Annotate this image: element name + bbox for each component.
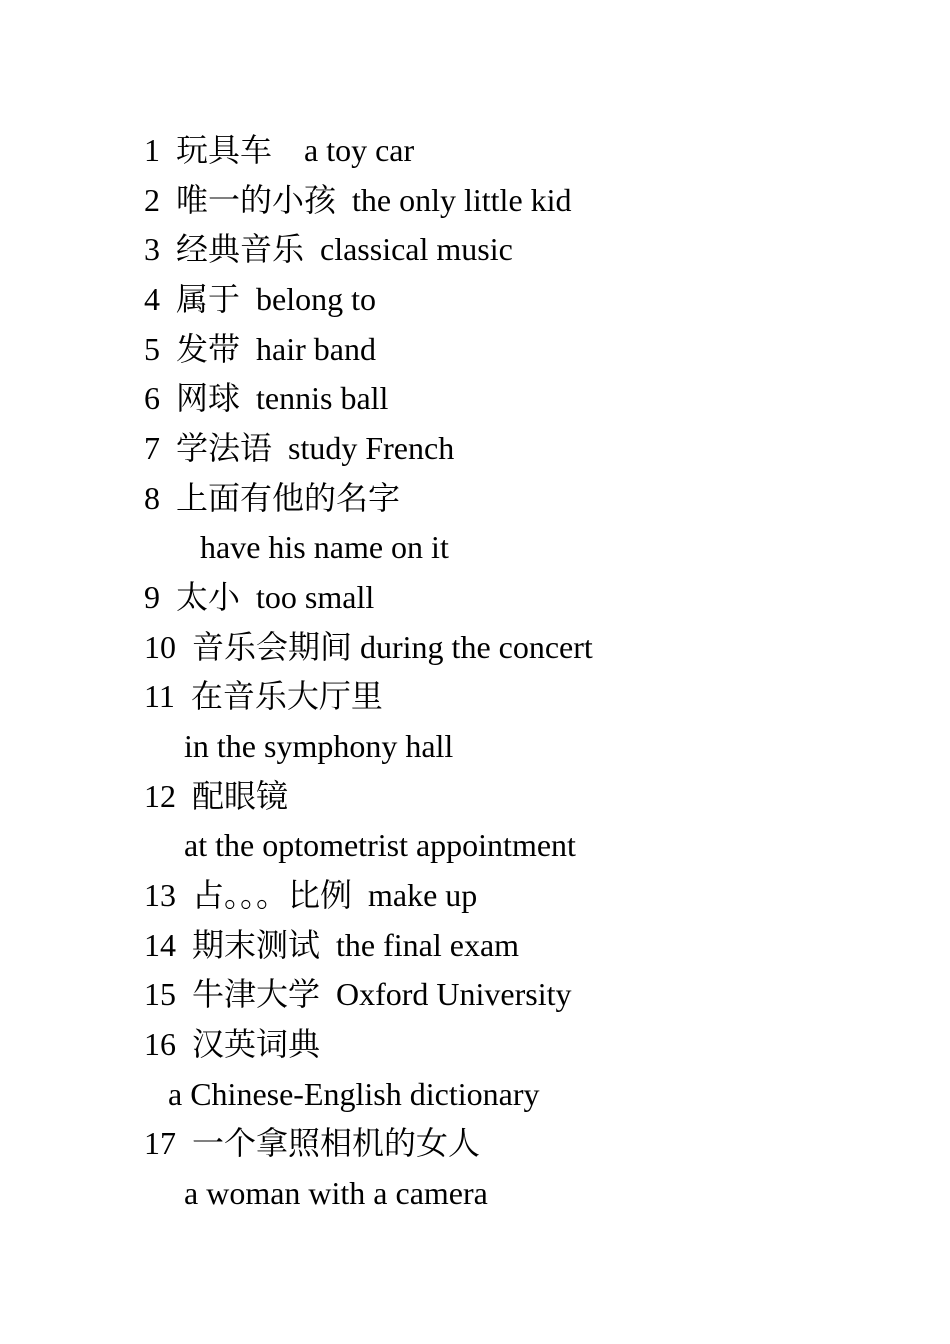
vocab-line xyxy=(144,870,477,920)
vocab-line xyxy=(144,1118,480,1168)
vocab-text: a Chinese-English dictionary xyxy=(144,1076,540,1112)
vocab-text: 3 经典音乐 classical music xyxy=(144,231,513,267)
vocab-line xyxy=(144,969,572,1019)
vocab-line xyxy=(144,423,454,473)
vocab-text: at the optometrist appointment xyxy=(144,827,576,863)
vocab-line xyxy=(144,125,414,175)
vocab-text: 13 占。。。比例 make up xyxy=(144,877,478,913)
vocab-text: 14 期末测试 the final exam xyxy=(144,927,520,963)
vocab-text: 12 配眼镜 xyxy=(144,778,289,814)
vocab-line xyxy=(144,1069,539,1119)
vocab-line xyxy=(144,473,400,523)
vocab-line xyxy=(144,522,449,572)
vocab-text: a woman with a camera xyxy=(144,1175,488,1211)
vocab-line xyxy=(144,373,388,423)
vocab-text: 11 在音乐大厅里 xyxy=(144,678,383,714)
vocab-line xyxy=(144,671,383,721)
vocab-text: 15 牛津大学 Oxford University xyxy=(144,976,572,1012)
vocab-line xyxy=(144,1168,488,1218)
vocab-line xyxy=(144,274,376,324)
vocab-text: 1 玩具车 a toy car xyxy=(144,132,415,168)
vocab-line xyxy=(144,920,519,970)
vocab-line xyxy=(144,820,576,870)
vocab-text: 4 属于 belong to xyxy=(144,281,376,317)
vocab-line xyxy=(144,771,288,821)
vocab-text: in the symphony hall xyxy=(144,728,454,764)
vocab-text: 16 汉英词典 xyxy=(144,1026,321,1062)
vocab-line xyxy=(144,622,593,672)
vocab-text: 2 唯一的小孩 the only little kid xyxy=(144,182,572,218)
vocab-line xyxy=(144,721,453,771)
vocab-text: 10 音乐会期间 during the concert xyxy=(144,629,593,665)
vocab-text: 7 学法语 study French xyxy=(144,430,455,466)
vocab-text: 8 上面有他的名字 xyxy=(144,480,401,516)
vocab-text: 6 网球 tennis ball xyxy=(144,380,389,416)
vocab-line xyxy=(144,224,513,274)
vocab-line xyxy=(144,175,572,225)
vocab-text: have his name on it xyxy=(144,529,449,565)
vocab-line xyxy=(144,572,374,622)
vocab-line xyxy=(144,324,376,374)
vocab-line xyxy=(144,1019,320,1069)
vocab-text: 9 太小 too small xyxy=(144,579,375,615)
vocab-text: 5 发带 hair band xyxy=(144,331,376,367)
vocab-text: 17 一个拿照相机的女人 xyxy=(144,1125,481,1161)
